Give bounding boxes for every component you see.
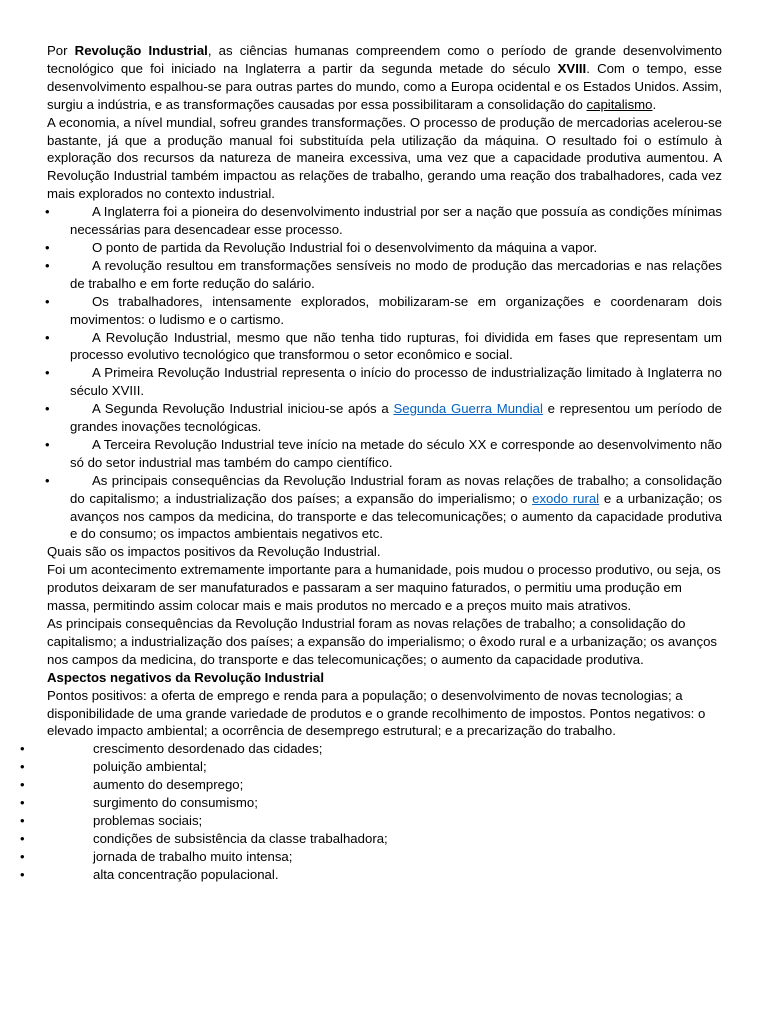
bullet-icon: • [20, 812, 25, 828]
list-item-text: e representou um período de grandes inovações tecnológicas. [70, 401, 722, 435]
bullet-icon: • [20, 866, 25, 882]
section-heading [47, 669, 722, 687]
list-item-text: A Terceira Revolução Industrial teve início na metade do século XX e corresponde ao desenvolvimento não só do setor industrial mas também do campo científico. [70, 436, 722, 470]
answer-paragraph: Foi um acontecimento extremamente importante para a humanidade, pois mudou o processo produtivo, ou seja, os produtos deixaram de ser manufaturados e passaram a ser maquino faturados, o permitiu uma produção em massa, permitindo assim colocar mais e mais produtos no mercado e a preços muito mais atrativos. [47, 562, 721, 614]
list-item-text: jornada de trabalho muito intensa; [93, 848, 293, 864]
negatives-list [20, 740, 722, 883]
list-item [20, 740, 722, 758]
list-item [20, 866, 722, 884]
list-item-text: alta concentração populacional. [93, 866, 279, 882]
intro-text-c: , as ciências humanas compreendem como o período de grande desenvolvimento tecnológico que foi iniciado na Inglaterra a partir da segunda metade do século [47, 43, 722, 76]
exodo-rural-link[interactable]: exodo rural [532, 490, 600, 506]
list-item [20, 812, 722, 830]
list-item [47, 203, 722, 239]
list-item [20, 758, 722, 776]
consequences-paragraph: As principais consequências da Revolução Industrial foram as novas relações de trabalho; a consolidação do capitalismo; a industrialização dos países; a expansão do imperialismo; o êxodo rural e a urbanização; os avanços nos campos da medicina, do transporte e das telecomunicações; o aumento da capacidade produtiva. [47, 616, 718, 667]
bullet-icon: • [45, 472, 50, 488]
points-paragraph: Pontos positivos: a oferta de emprego e renda para a população; o desenvolvimento de novas tecnologias; a disponibilidade de uma grande variedade de produtos e o grande recolhimento de impostos. Pontos negativos: o elevado impacto ambiental; a ocorrência de desemprego estrutural; e a precarização do trabalho. [47, 687, 706, 739]
intro-paragraph-1 [47, 42, 722, 114]
list-item [47, 400, 722, 436]
bullet-icon: • [45, 257, 50, 273]
question-line: Quais são os impactos positivos da Revolução Industrial. [47, 544, 381, 560]
list-item-text: crescimento desordenado das cidades; [93, 741, 323, 757]
list-item [20, 830, 722, 848]
intro-text-f: . [652, 96, 657, 112]
list-item [47, 472, 722, 544]
bullet-icon: • [45, 293, 50, 309]
document-page [20, 42, 722, 884]
bullet-icon: • [20, 759, 25, 775]
bullet-icon: • [20, 848, 25, 864]
list-item [47, 436, 722, 472]
list-item-text: A Primeira Revolução Industrial representa o início do processo de industrialização limitado à Inglaterra no século XVIII. [70, 365, 722, 399]
list-item-text: Os trabalhadores, intensamente explorados, mobilizaram-se em organizações e coordenaram dois movimentos: o ludismo e o cartismo. [70, 293, 722, 327]
intro-text-a: Por [47, 43, 75, 58]
bullet-icon: • [20, 795, 25, 811]
intro-paragraph-2: A economia, a nível mundial, sofreu grandes transformações. O processo de produção de mercadorias acelerou-se bastante, já que a produção manual foi substituída pela utilização da máquina. O resultado foi o estímulo à exploração dos recursos da natureza de maneira excessiva, uma vez que a capacidade produtiva aumentou. A Revolução Industrial também impactou as relações de trabalho, gerando uma reação dos trabalhadores, cada vez mais explorados no contexto industrial. [47, 114, 722, 202]
list-item-text: e a urbanização; os avanços nos campos da medicina, do transporte e das telecomunicações; o aumento da capacidade produtiva e do consumo; os impactos ambientais negativos etc. [70, 490, 722, 542]
list-item-text: surgimento do consumismo; [93, 795, 258, 811]
list-item-text: A Inglaterra foi a pioneira do desenvolvimento industrial por ser a nação que possuía as condições mínimas necessárias para desencadear esse processo. [70, 204, 722, 238]
bullet-icon: • [45, 329, 50, 345]
list-item-text: A Revolução Industrial, mesmo que não tenha tido rupturas, foi dividida em fases que representam um processo evolutivo tecnológico que transformou o setor econômico e social. [70, 329, 722, 363]
list-item [20, 848, 722, 866]
bullet-icon: • [20, 777, 25, 793]
term-revolucao-industrial: Revolução Industrial [74, 43, 208, 58]
intro-text-e: . Com o tempo, esse desenvolvimento espalhou-se para outras partes do mundo, como a Europa ocidental e os Estados Unidos. Assim, surgiu a indústria, e as transformações causadas por essa possibilitaram a consolidação do [47, 60, 722, 112]
bullet-icon: • [45, 401, 50, 417]
list-item [20, 776, 722, 794]
bullet-icon: • [45, 239, 50, 255]
segunda-guerra-mundial-link[interactable]: Segunda Guerra Mundial [393, 401, 543, 417]
list-item [47, 239, 722, 257]
list-item-text: As principais consequências da Revolução Industrial foram as novas relações de trabalho; a consolidação do capitalismo; a industrialização dos países; a expansão do imperialismo; o [70, 472, 722, 506]
list-item-text: A Segunda Revolução Industrial iniciou-se após a [92, 401, 394, 417]
list-item-text: aumento do desemprego; [93, 777, 244, 793]
list-item [47, 364, 722, 400]
bullet-icon: • [20, 830, 25, 846]
term-xviii: XVIII [557, 60, 587, 76]
bullet-icon: • [45, 204, 50, 220]
list-item [47, 293, 722, 329]
bullet-icon: • [45, 436, 50, 452]
bullet-icon: • [20, 741, 25, 757]
key-points-list [47, 203, 722, 543]
list-item-text: O ponto de partida da Revolução Industrial foi o desenvolvimento da máquina a vapor. [92, 239, 598, 255]
list-item [47, 329, 722, 365]
bullet-icon: • [45, 365, 50, 381]
list-item [47, 257, 722, 293]
list-item [20, 794, 722, 812]
heading-negative: Aspectos negativos da Revolução Industrial [47, 669, 325, 685]
list-item-text: condições de subsistência da classe trabalhadora; [93, 830, 388, 846]
list-item-text: A revolução resultou em transformações sensíveis no modo de produção das mercadorias e nas relações de trabalho e em forte redução do salário. [70, 257, 722, 291]
list-item-text: poluição ambiental; [93, 759, 207, 775]
list-item-text: problemas sociais; [93, 812, 203, 828]
capitalismo-link[interactable]: capitalismo [586, 96, 653, 112]
